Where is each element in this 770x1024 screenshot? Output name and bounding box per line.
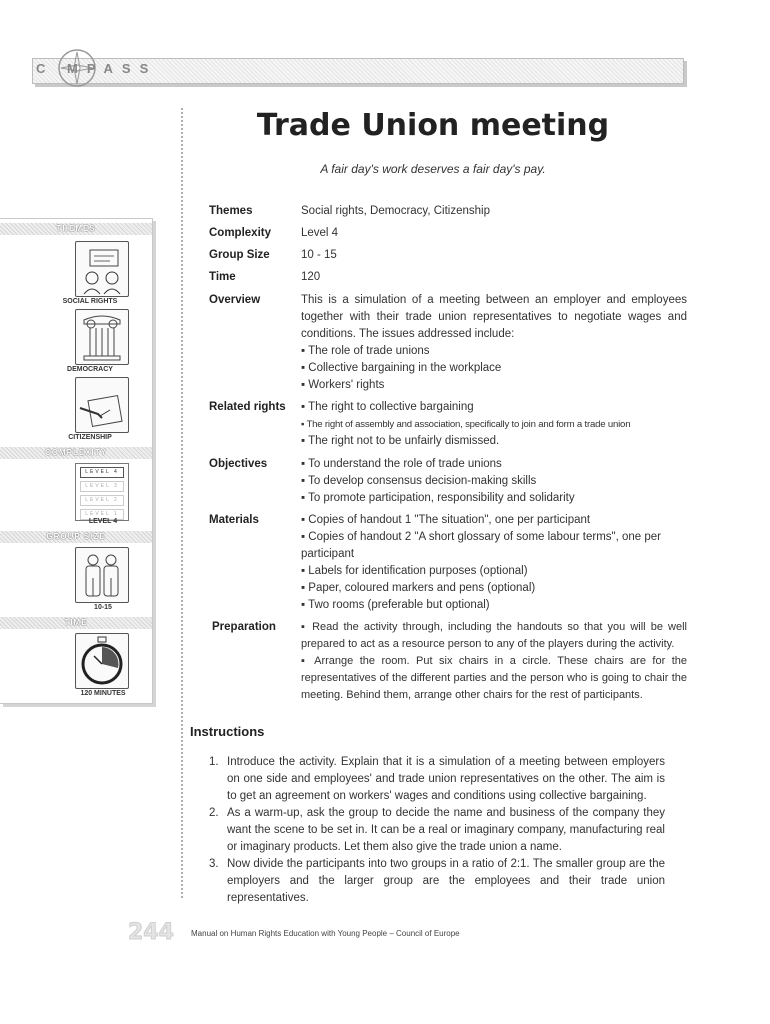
time-value: 120 <box>301 271 321 283</box>
citizenship-caption: CITIZENSHIP <box>68 434 112 441</box>
group-size-caption: 10-15 <box>94 604 112 611</box>
compass-logo: C MPASS <box>36 61 158 76</box>
group-size-value: 10 - 15 <box>301 249 337 261</box>
list-item: ▪ Paper, coloured markers and pens (optional) <box>301 582 536 594</box>
list-item: ▪ Read the activity through, including the handouts so that you will be well prepared to act as a resource person to any of the players during the activity. <box>301 621 687 650</box>
stopwatch-icon <box>75 633 129 689</box>
sidebar <box>0 218 153 704</box>
list-item: ▪ The right not to be unfairly dismissed. <box>301 435 500 447</box>
list-item: ▪ Arrange the room. Put six chairs in a circle. These chairs are for the representatives of the different parties and the person who is going to chair the meeting. Behind them, arrange other chairs for the rest of participants. <box>301 655 687 701</box>
preparation-label: Preparation <box>212 621 276 633</box>
democracy-icon <box>75 309 129 365</box>
level-indicator: LEVEL 1 <box>80 509 124 520</box>
list-item: ▪ Copies of handout 2 "A short glossary of some labour terms", one per participant <box>301 531 661 560</box>
level-indicator: LEVEL 2 <box>80 495 124 506</box>
complexity-value: Level 4 <box>301 227 339 239</box>
list-item: ▪ Two rooms (preferable but optional) <box>301 599 490 611</box>
list-item: ▪ The right of assembly and association, specifically to join and form a trade union <box>301 419 631 430</box>
list-item: ▪ To develop consensus decision-making skills <box>301 475 537 487</box>
related-rights-label: Related rights <box>209 401 286 413</box>
group-size-icon <box>75 547 129 603</box>
citizenship-icon <box>75 377 129 433</box>
list-item: ▪ To understand the role of trade unions <box>301 458 502 470</box>
level-indicator: LEVEL 3 <box>80 481 124 492</box>
level-indicator: LEVEL 4 <box>80 467 124 478</box>
list-item: ▪ Workers' rights <box>301 379 385 391</box>
list-item: ▪ Collective bargaining in the workplace <box>301 362 502 374</box>
list-item: 2. As a warm-up, ask the group to decide the name and business of the company they want the scene to be set in. It can be a real or imaginary company, manufacturing real or imaginary products. Let them also give the trade union a name. <box>209 807 665 853</box>
list-item: ▪ The role of trade unions <box>301 345 430 357</box>
list-item: ▪ The right to collective bargaining <box>301 401 474 413</box>
time-caption: 120 MINUTES <box>80 690 126 697</box>
footer-text: Manual on Human Rights Education with Young People – Council of Europe <box>191 929 460 938</box>
page-number: 244 <box>128 920 174 945</box>
themes-label: Themes <box>209 205 253 217</box>
list-item: ▪ To promote participation, responsibility and solidarity <box>301 492 575 504</box>
objectives-label: Objectives <box>209 458 268 470</box>
list-item: ▪ Copies of handout 1 "The situation", one per participant <box>301 514 591 526</box>
dotted-rule <box>181 108 183 898</box>
group-size-label: Group Size <box>209 249 270 261</box>
instructions-heading: Instructions <box>190 724 265 739</box>
complexity-caption: LEVEL 4 <box>88 518 118 525</box>
democracy-caption: DEMOCRACY <box>67 366 113 373</box>
list-item: 3. Now divide the participants into two groups in a ratio of 2:1. The smaller group are the employers and the larger group are the employees and their trade union representatives. <box>209 858 665 904</box>
list-item: ▪ Labels for identification purposes (optional) <box>301 565 528 577</box>
overview-text: This is a simulation of a meeting between an employer and employees together with their trade union representatives to negotiate wages and conditions. The issues addressed include: <box>301 294 687 340</box>
group-size-section-head: GROUP SIZE <box>0 531 152 543</box>
instructions-list <box>209 754 665 907</box>
time-label: Time <box>209 271 236 283</box>
time-section-head: TIME <box>0 617 152 629</box>
complexity-label: Complexity <box>209 227 271 239</box>
page-title: Trade Union meeting <box>256 108 610 143</box>
complexity-levels <box>75 463 129 521</box>
themes-section-head: THEMES <box>0 223 152 235</box>
social-rights-icon <box>75 241 129 297</box>
themes-value: Social rights, Democracy, Citizenship <box>301 205 490 217</box>
complexity-section-head: COMPLEXITY <box>0 447 152 459</box>
list-item: 1. Introduce the activity. Explain that it is a simulation of a meeting between employers on one side and employees' and trade union representatives on the other. The aim is to get an agreement on workers' wages and conditions using collective bargaining. <box>209 756 665 802</box>
materials-label: Materials <box>209 514 259 526</box>
overview-label: Overview <box>209 294 261 306</box>
social-rights-caption: SOCIAL RIGHTS <box>62 298 118 305</box>
page-subtitle: A fair day's work deserves a fair day's pay. <box>320 162 546 176</box>
